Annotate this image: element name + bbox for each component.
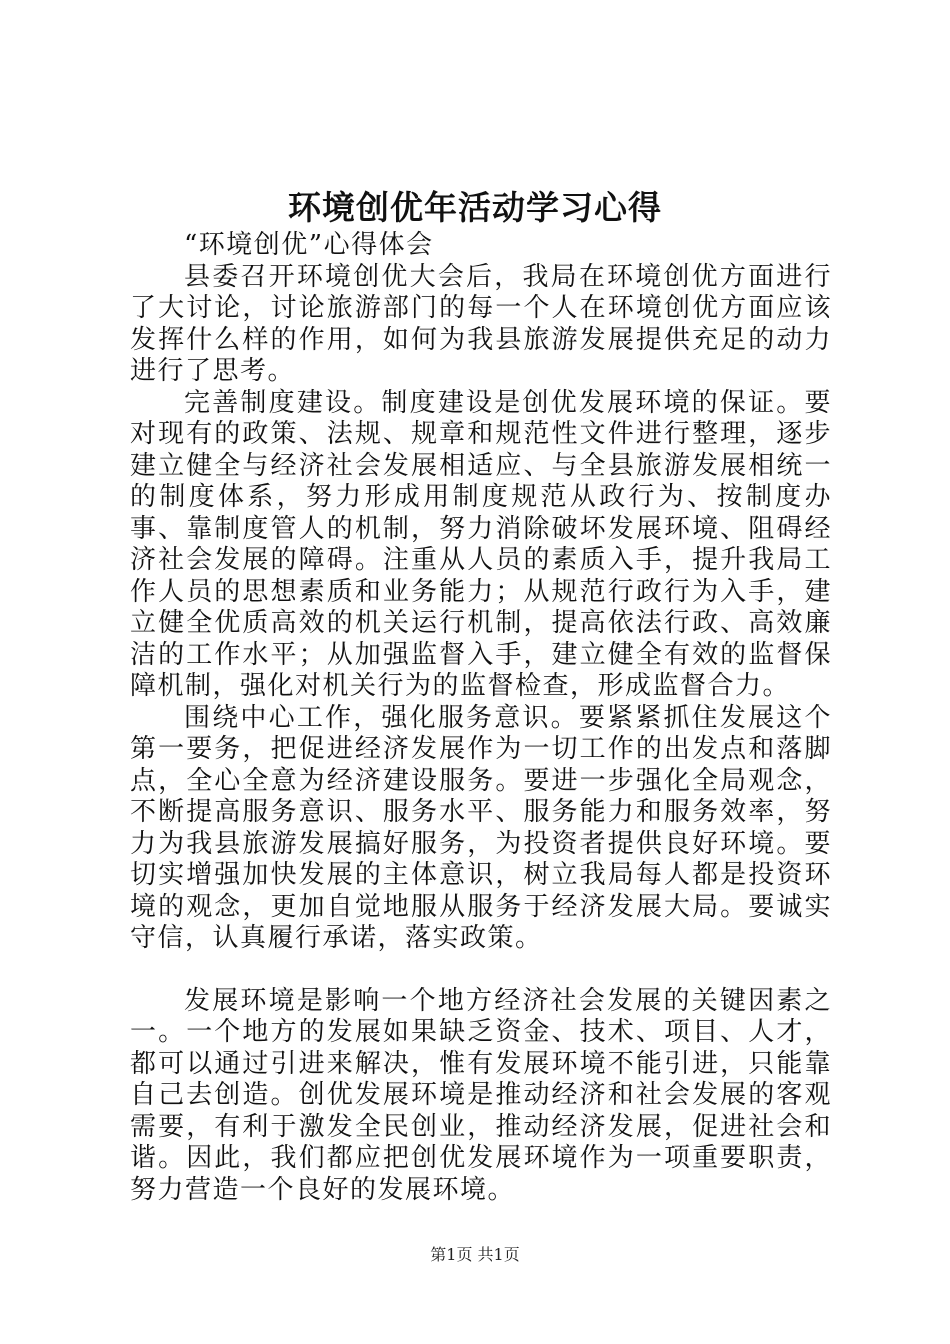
paragraph-intro: 县委召开环境创优大会后，我局在环境创优方面进行了大讨论，讨论旅游部门的每一个人在环境创优方面应该发挥什么样的作用，如何为我县旅游发展提供充足的动力进行了思考。 [130, 261, 832, 386]
document-body [130, 230, 832, 1206]
page-number-footer: 第1页 共1页 [430, 1245, 520, 1264]
paragraph-service-awareness: 围绕中心工作，强化服务意识。要紧紧抓住发展这个第一要务，把促进经济发展作为一切工作的出发点和落脚点，全心全意为经济建设服务。要进一步强化全局观念，不断提高服务意识、服务水平、服务能力和服务效率，努力为我县旅游发展搞好服务，为投资者提供良好环境。要切实增强加快发展的主体意识，树立我局每人都是投资环境的观念，更加自觉地服从服务于经济发展大局。要诚实守信，认真履行承诺，落实政策。 [130, 702, 832, 953]
paragraph-development-environment: 发展环境是影响一个地方经济社会发展的关键因素之一。一个地方的发展如果缺乏资金、技术、项目、人才，都可以通过引进来解决，惟有发展环境不能引进，只能靠自己去创造。创优发展环境是推动经济和社会发展的客观需要，有利于激发全民创业，推动经济发展，促进社会和谐。因此，我们都应把创优发展环境作为一项重要职责，努力营造一个良好的发展环境。 [130, 985, 832, 1205]
document-title: 环境创优年活动学习心得 [288, 188, 662, 227]
paragraph-system-building: 完善制度建设。制度建设是创优发展环境的保证。要对现有的政策、法规、规章和规范性文件进行整理，逐步建立健全与经济社会发展相适应、与全县旅游发展相统一的制度体系，努力形成用制度规范从政行为、按制度办事、靠制度管人的机制，努力消除破坏发展环境、阻碍经济社会发展的障碍。注重从人员的素质入手，提升我局工作人员的思想素质和业务能力；从规范行政行为入手，建立健全优质高效的机关运行机制，提高依法行政、高效廉洁的工作水平；从加强监督入手，建立健全有效的监督保障机制，强化对机关行为的监督检查，形成监督合力。 [130, 387, 832, 701]
subtitle-line: “环境创优”心得体会 [184, 230, 434, 260]
